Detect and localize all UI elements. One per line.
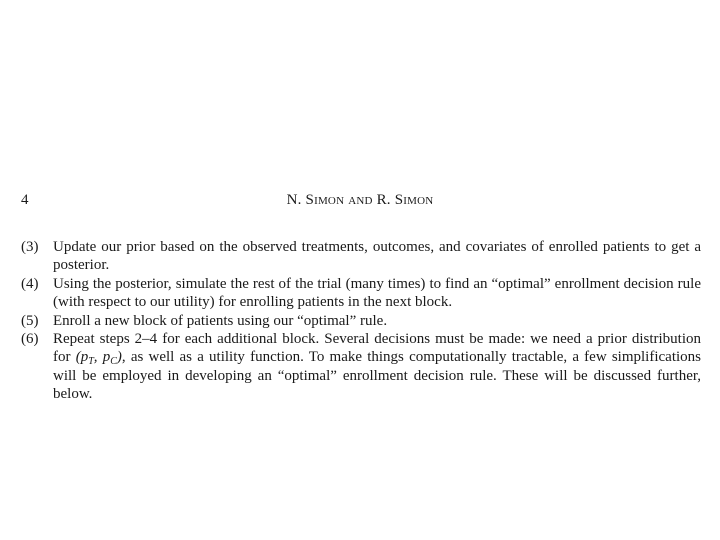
step-text <box>53 330 701 404</box>
author-1-initial: N. <box>286 192 302 208</box>
running-head <box>0 191 720 209</box>
step-text-part: Repeat steps 2–4 for each additional block. Several decisions must be made: we need a prior distribution for <box>53 331 701 366</box>
math-subscript: C <box>110 356 117 368</box>
math-paren-open: ( <box>75 349 81 366</box>
step-6 <box>21 330 701 404</box>
step-4 <box>21 275 701 312</box>
step-text: Enroll a new block of patients using our “optimal” rule. <box>53 312 388 329</box>
math-subscript: T <box>88 356 94 368</box>
step-number: (4) <box>21 275 39 292</box>
procedure-steps-list <box>21 238 701 404</box>
step-number: (5) <box>21 312 39 329</box>
step-number: (6) <box>21 331 39 348</box>
author-conjunction: and <box>348 192 373 208</box>
author-2-surname: Simon <box>394 192 434 208</box>
step-text: Using the posterior, simulate the rest of the trial (many times) to find an “optimal” enrollment decision rule (with respect to our utility) for enrolling patients in the next block. <box>53 275 701 311</box>
step-3 <box>21 238 701 275</box>
page-number: 4 <box>21 192 29 208</box>
math-variable: p <box>80 349 89 366</box>
step-text: Update our prior based on the observed treatments, outcomes, and covariates of enrolled patients to get a posterior. <box>53 239 701 274</box>
author-1-surname: Simon <box>305 192 345 208</box>
math-paren-close: ) <box>116 349 122 366</box>
math-separator: , <box>93 349 103 366</box>
math-variable: p <box>102 349 111 366</box>
step-text-part: , as well as a utility function. To make things computationally tractable, a few simplifications will be employed in developing an “optimal” enrollment decision rule. These will be discussed further, below. <box>53 349 701 403</box>
math-expression <box>75 349 122 368</box>
author-2-initial: R. <box>376 192 391 208</box>
step-number: (3) <box>21 239 39 255</box>
step-5 <box>21 312 701 330</box>
